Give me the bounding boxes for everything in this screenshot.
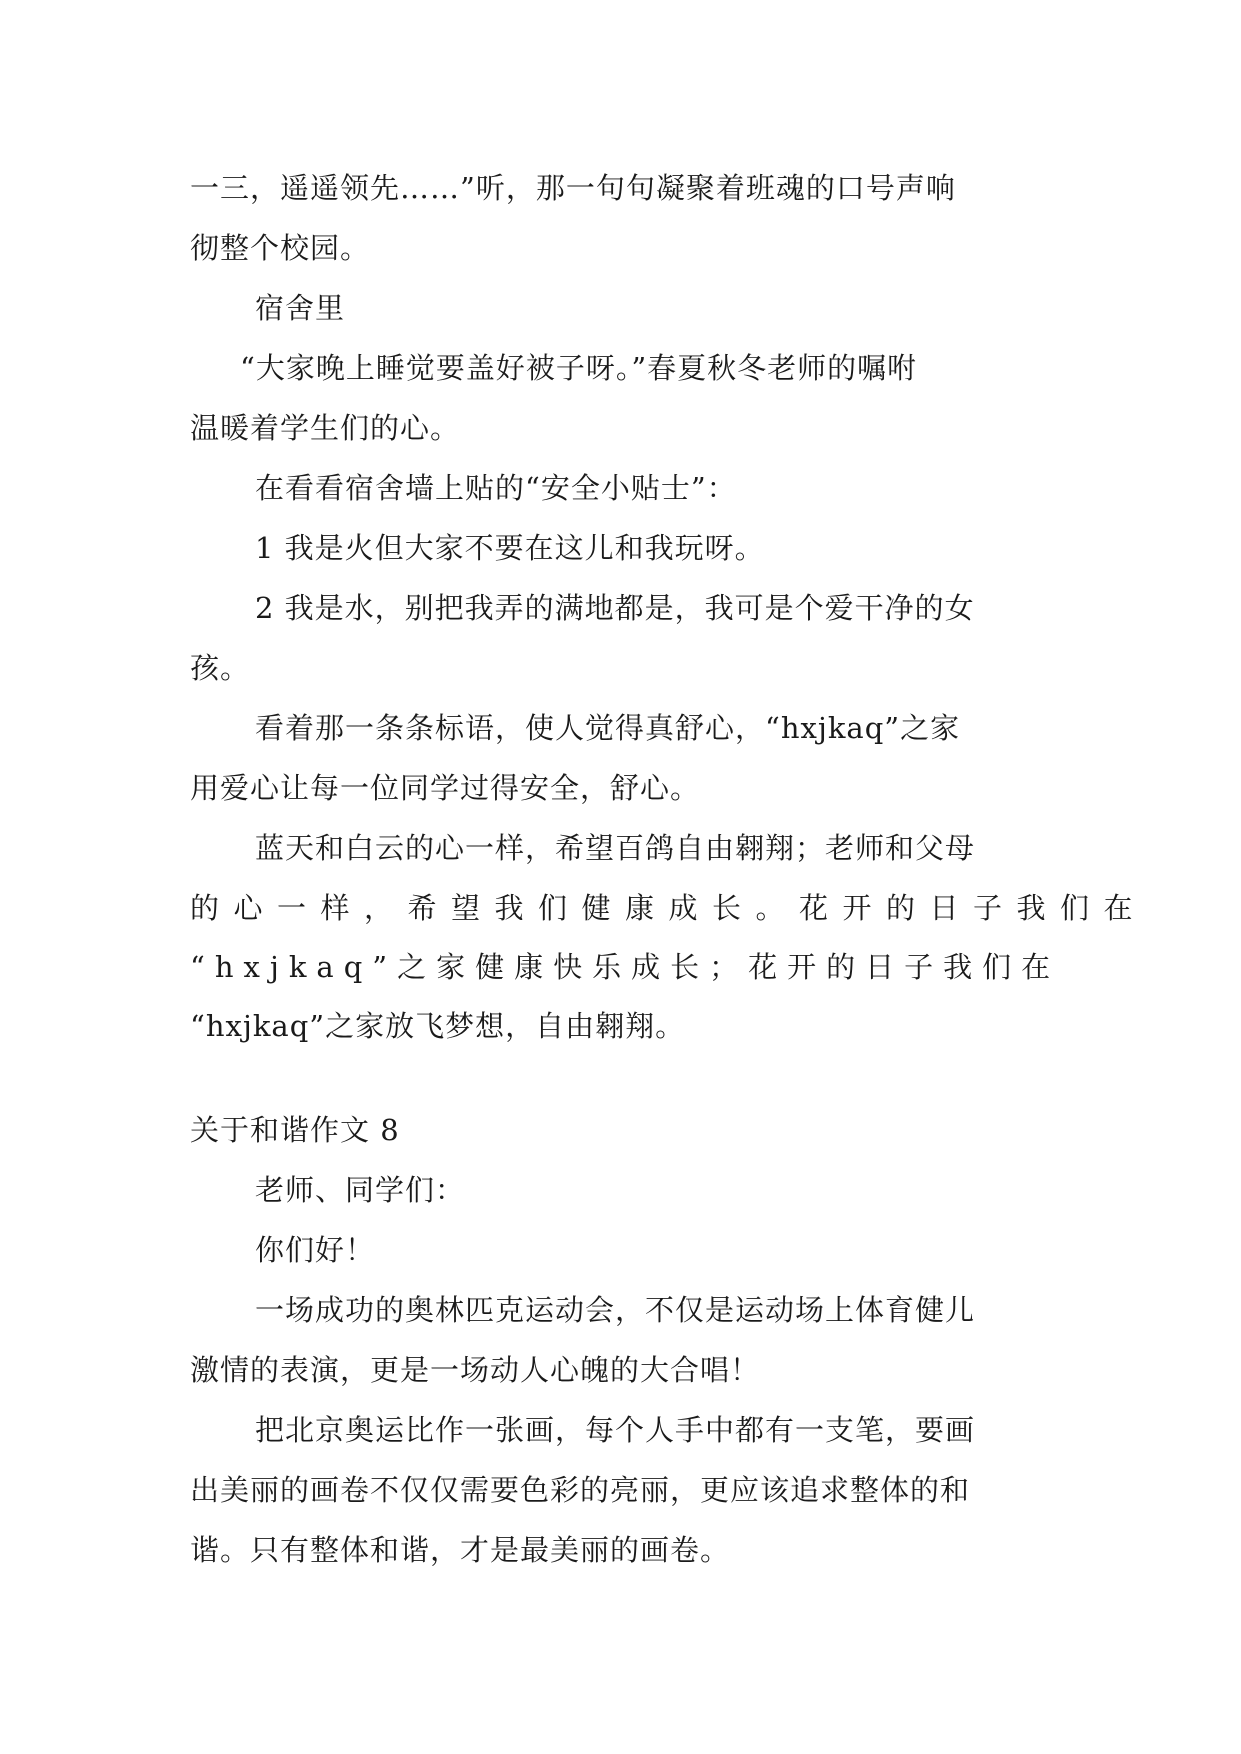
paragraph-line: 彻整个校园。: [190, 231, 371, 265]
paragraph-line: 一三，遥遥领先……”听，那一句句凝聚着班魂的口号声响: [190, 171, 956, 205]
paragraph-line: 一场成功的奥林匹克运动会，不仅是运动场上体育健儿: [255, 1293, 976, 1327]
paragraph-line: 谐。只有整体和谐，才是最美丽的画卷。: [190, 1533, 731, 1567]
paragraph-line: 用爱心让每一位同学过得安全，舒心。: [190, 771, 701, 805]
paragraph-line: “hxjkaq”之家健康快乐成长；花开的日子我们在: [190, 950, 1061, 984]
paragraph-line: 在看看宿舍墙上贴的“安全小贴士”：: [255, 471, 737, 505]
paragraph-line: 激情的表演，更是一场动人心魄的大合唱！: [190, 1353, 761, 1387]
paragraph-line: “大家晚上睡觉要盖好被子呀。”春夏秋冬老师的嘱咐: [240, 351, 918, 385]
paragraph-line: “hxjkaq”之家放飞梦想，自由翱翔。: [190, 1009, 686, 1043]
list-item: 1 我是火但大家不要在这儿和我玩呀。: [255, 531, 765, 565]
paragraph-line: 的心一样，希望我们健康成长。花开的日子我们在: [190, 891, 1148, 925]
paragraph-line: 把北京奥运比作一张画，每个人手中都有一支笔，要画: [255, 1413, 976, 1447]
paragraph-line: 孩。: [190, 651, 251, 685]
essay-title: 关于和谐作文 8: [190, 1113, 400, 1147]
paragraph-line: 温暖着学生们的心。: [190, 411, 461, 445]
section-heading: 宿舍里: [255, 291, 346, 325]
greeting: 你们好！: [255, 1233, 376, 1267]
paragraph-line: 看着那一条条标语，使人觉得真舒心，“hxjkaq”之家: [255, 711, 961, 745]
list-item: 2 我是水，别把我弄的满地都是，我可是个爱干净的女: [255, 591, 975, 625]
paragraph-line: 出美丽的画卷不仅仅需要色彩的亮丽，更应该追求整体的和: [190, 1473, 971, 1507]
paragraph-line: 蓝天和白云的心一样，希望百鸽自由翱翔；老师和父母: [255, 831, 976, 865]
salutation: 老师、同学们：: [255, 1173, 466, 1207]
